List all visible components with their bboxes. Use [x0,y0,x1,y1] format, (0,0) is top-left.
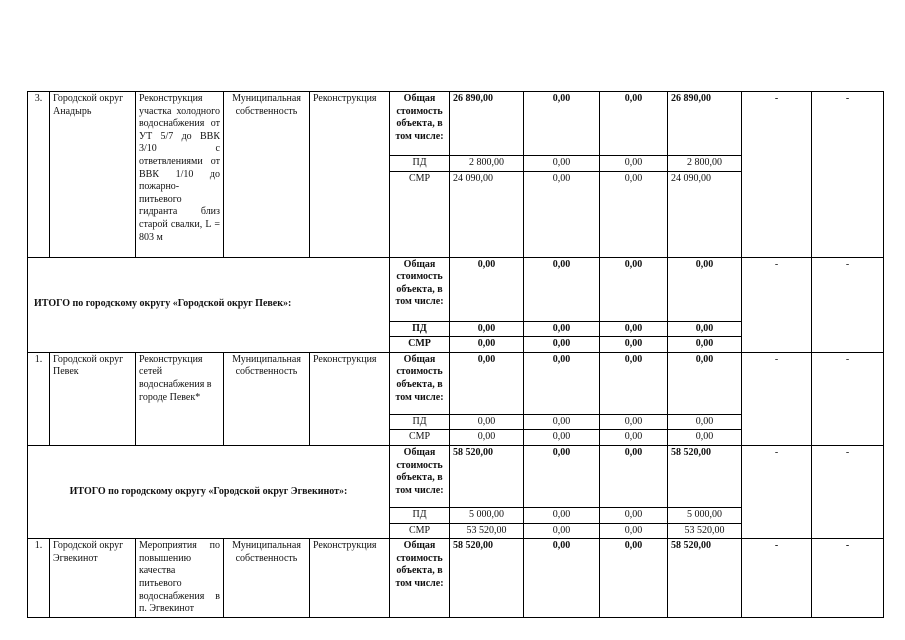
pd-label: ПД [390,321,450,337]
value-cell: 0,00 [600,539,668,618]
value-cell: 0,00 [524,171,600,257]
dash-cell: - [812,352,884,445]
pd-label: ПД [390,507,450,523]
value-cell: 0,00 [600,321,668,337]
row-number: 1. [28,352,50,445]
object-name-cell: Мероприятия по повышению качества питьевого водоснабжения в п. Эгвекинот [136,539,224,618]
value-cell: 5 000,00 [450,507,524,523]
value-cell: 0,00 [450,414,524,430]
value-cell: 0,00 [600,507,668,523]
pd-label: ПД [390,156,450,172]
value-cell: 0,00 [600,352,668,414]
smr-label: СМР [390,523,450,539]
district-total-title: ИТОГО по городскому округу «Городской округ Певек»: [28,257,390,352]
ownership-cell: Муниципальная собственность [224,352,310,445]
value-cell: 0,00 [668,414,742,430]
dash-cell: - [742,445,812,538]
value-cell: 5 000,00 [668,507,742,523]
value-cell: 0,00 [524,445,600,507]
value-cell: 0,00 [600,430,668,446]
value-cell: 0,00 [524,430,600,446]
value-cell: 0,00 [600,337,668,353]
table-row [28,539,884,618]
value-cell: 0,00 [600,414,668,430]
smr-label: СМР [390,171,450,257]
value-cell: 0,00 [450,337,524,353]
district-cell: Городской округ Анадырь [50,92,136,258]
value-cell: 0,00 [450,352,524,414]
table-row [28,352,884,414]
dash-cell: - [742,539,812,618]
object-name-cell: Реконструкция участка холодного водоснабжения от УТ 5/7 до ВВК 3/10 с ответвлениями от ВВК 1/10 до пожарно-питьевого гидранта близ старой свалки, L = 803 м [136,92,224,258]
district-cell: Городской округ Певек [50,352,136,445]
smr-label: СМР [390,430,450,446]
pd-label: ПД [390,414,450,430]
total-cost-label: Общая стоимость объекта, в том числе: [390,257,450,321]
value-cell: 0,00 [524,352,600,414]
total-cost-label: Общая стоимость объекта, в том числе: [390,539,450,618]
value-cell: 0,00 [524,507,600,523]
value-cell: 53 520,00 [450,523,524,539]
value-cell: 0,00 [524,337,600,353]
total-cost-label: Общая стоимость объекта, в том числе: [390,445,450,507]
value-cell: 0,00 [668,257,742,321]
value-cell: 0,00 [600,523,668,539]
value-cell: 26 890,00 [668,92,742,156]
dash-cell: - [812,445,884,538]
value-cell: 0,00 [450,430,524,446]
value-cell: 0,00 [668,352,742,414]
value-cell: 0,00 [524,414,600,430]
table-row [28,257,884,321]
ownership-cell: Муниципальная собственность [224,92,310,258]
value-cell: 58 520,00 [668,539,742,618]
object-name-cell: Реконструкция сетей водоснабжения в городе Певек* [136,352,224,445]
value-cell: 0,00 [600,156,668,172]
dash-cell: - [812,539,884,618]
total-cost-label: Общая стоимость объекта, в том числе: [390,352,450,414]
value-cell: 0,00 [524,92,600,156]
work-type-cell: Реконструкция [310,352,390,445]
ownership-cell: Муниципальная собственность [224,539,310,618]
smr-label: СМР [390,337,450,353]
district-total-title: ИТОГО по городскому округу «Городской округ Эгвекинот»: [28,445,390,538]
value-cell: 0,00 [524,523,600,539]
row-number: 1. [28,539,50,618]
value-cell: 0,00 [450,321,524,337]
value-cell: 0,00 [600,92,668,156]
value-cell: 0,00 [600,445,668,507]
value-cell: 58 520,00 [450,445,524,507]
value-cell: 0,00 [524,539,600,618]
value-cell: 24 090,00 [450,171,524,257]
value-cell: 0,00 [668,337,742,353]
value-cell: 53 520,00 [668,523,742,539]
dash-cell: - [742,352,812,445]
dash-cell: - [812,92,884,258]
work-type-cell: Реконструкция [310,92,390,258]
table-row [28,445,884,507]
value-cell: 2 800,00 [450,156,524,172]
value-cell: 0,00 [524,257,600,321]
investment-table [27,91,884,618]
work-type-cell: Реконструкция [310,539,390,618]
value-cell: 0,00 [524,156,600,172]
value-cell: 0,00 [600,257,668,321]
district-cell: Городской округ Эгвекинот [50,539,136,618]
total-cost-label: Общая стоимость объекта, в том числе: [390,92,450,156]
dash-cell: - [742,92,812,258]
value-cell: 0,00 [668,321,742,337]
value-cell: 0,00 [600,171,668,257]
value-cell: 0,00 [524,321,600,337]
value-cell: 24 090,00 [668,171,742,257]
value-cell: 58 520,00 [668,445,742,507]
value-cell: 26 890,00 [450,92,524,156]
value-cell: 0,00 [668,430,742,446]
value-cell: 2 800,00 [668,156,742,172]
dash-cell: - [742,257,812,352]
value-cell: 58 520,00 [450,539,524,618]
row-number: 3. [28,92,50,258]
value-cell: 0,00 [450,257,524,321]
dash-cell: - [812,257,884,352]
table-row [28,92,884,156]
